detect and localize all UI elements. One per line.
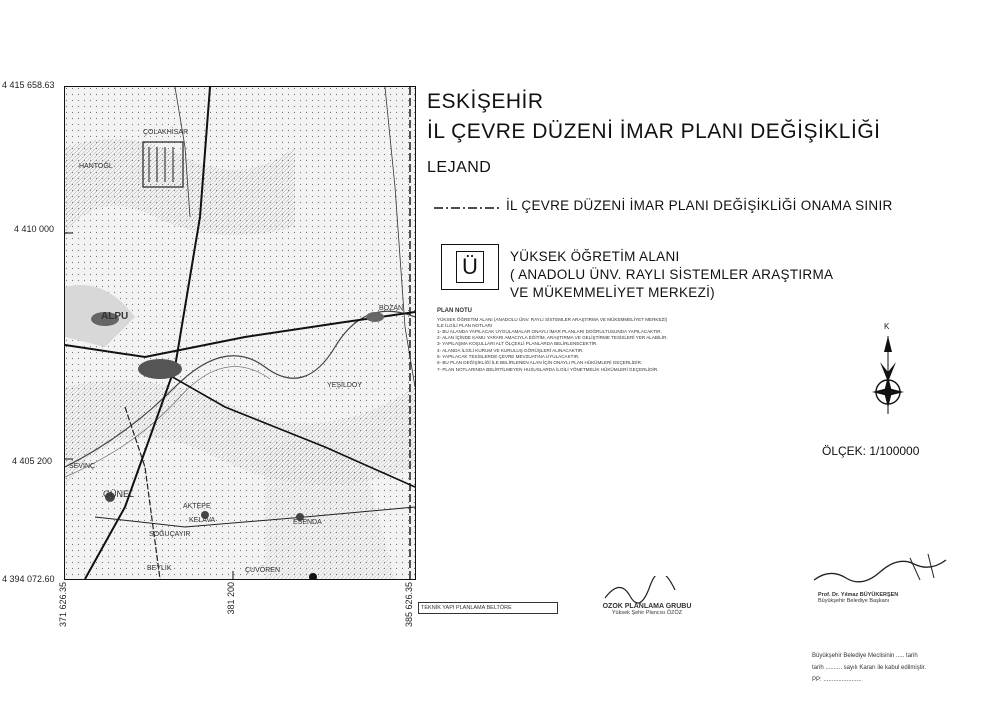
coord-label: 381 200 (226, 582, 236, 615)
area-symbol-letter: Ü (456, 251, 484, 283)
map-label: GÜNEL (103, 489, 135, 499)
map-label: ALPU (101, 311, 129, 322)
compass-north-label: K (884, 322, 890, 331)
plan-notes-heading: PLAN NOTU (437, 308, 472, 314)
scale-label: ÖLÇEK: 1/100000 (822, 444, 920, 458)
approval-line: tarih .......... sayılı Kararı ile kabul edilmiştir. (812, 665, 927, 671)
approval-line: PP: ....................... (812, 677, 862, 683)
title-plan: İL ÇEVRE DÜZENİ İMAR PLANI DEĞİŞİKLİĞİ (427, 120, 881, 143)
map-label: ESENDA (293, 519, 322, 526)
plan-note-paragraph: 3- YAPILAŞMA KOŞULLARI ALT ÖLÇEKLİ PLANLARDA BELİRLENECEKTİR. (437, 341, 598, 347)
map-drawing (65, 87, 415, 579)
title-city: ESKİŞEHİR (427, 90, 544, 113)
map-label: BOZAN (379, 305, 404, 312)
boundary-legend-label: İL ÇEVRE DÜZENİ İMAR PLANI DEĞİŞİKLİĞİ ONAMA SINIR (506, 198, 893, 213)
middle-firm: OZOK PLANLAMA GRUBU (602, 603, 692, 610)
coord-label: 4 410 000 (14, 224, 55, 234)
plan-note-paragraph: 4- ALANDA İLGİLİ KURUM VE KURULUŞ GÖRÜŞLERİ ALINACAKTIR. (437, 347, 584, 353)
map-label: YEŞİLDOY (327, 382, 363, 389)
signature-mark (810, 550, 950, 590)
area-legend-symbol (441, 244, 499, 290)
map-label: BEYLİK (147, 565, 172, 572)
coord-label: 371 626.35 (58, 582, 68, 628)
map-panel[interactable] (64, 86, 416, 580)
plan-note-paragraph: 2- ALAN İÇİNDE KAMU YARARI AMACIYLA EĞİTİM, ARAŞTIRMA VE GELİŞTİRME TESİSLERİ YER ALABİLİR. (437, 335, 668, 341)
coord-label: 385 626.35 (404, 582, 414, 628)
area-legend-line1: YÜKSEK ÖĞRETİM ALANI (510, 249, 680, 264)
boundary-line-symbol (434, 203, 502, 213)
right-name: Prof. Dr. Yılmaz BÜYÜKERŞEN (818, 592, 899, 598)
signature-block-right (818, 592, 988, 605)
plan-notes (437, 309, 673, 373)
plan-note-paragraph: 5- YAPILACAK TESİSLERDE ÇEVRE MEVZUATINA UYULACAKTIR. (437, 354, 580, 360)
signature-block-middle (572, 604, 722, 617)
plan-note-paragraph: 6- BU PLAN DEĞİŞİKLİĞİ İLE BELİRLENEN ALAN İÇİN ONAYLI PLAN HÜKÜMLERİ GEÇERLİDİR. (437, 360, 643, 366)
signature-block-left (418, 602, 558, 614)
map-label: HANTOĞL (79, 163, 113, 170)
map-label: AKTEPE (183, 503, 211, 510)
legend-heading: LEJAND (427, 159, 492, 176)
plan-note-paragraph: YÜKSEK ÖĞRETİM ALANI (ANADOLU ÜNV. RAYLI SİSTEMLER ARAŞTIRMA VE MÜKEMMELİYET MERKEZİ) İLE İLGİLİ PLAN NOTLARI (437, 317, 668, 328)
plan-note-paragraph: 1- BU ALANDA YAPILACAK UYGULAMALAR ONAYLI İMAR PLANLARI DOĞRULTUSUNDA YAPILACAKTIR. (437, 328, 662, 334)
area-legend-line2: ( ANADOLU ÜNV. RAYLI SİSTEMLER ARAŞTIRMA (510, 267, 834, 282)
map-label: SOĞUÇAYIR (149, 531, 191, 538)
coord-label: 4 405 200 (12, 456, 53, 466)
map-label: ÇOLAKHİSAR (143, 129, 189, 136)
map-label: ÇUVÖREN (245, 567, 281, 574)
coord-label: 4 394 072.60 (2, 574, 55, 584)
middle-name: Yüksek Şehir Plancısı ÖZÖZ (611, 610, 683, 617)
area-legend-line3: VE MÜKEMMELİYET MERKEZİ) (510, 285, 715, 300)
map-label: KELAVA (189, 517, 216, 524)
coord-label: 4 415 658.63 (2, 80, 55, 90)
left-firm-stamp: TEKNİK YAPI PLANLAMA BELTÖRE (418, 602, 558, 614)
signature-mark (600, 576, 680, 606)
approval-line: Büyükşehir Belediye Meclisinin ..... tarih (812, 653, 918, 659)
map-label: SEVİNÇ (69, 463, 96, 470)
approval-block (812, 650, 992, 686)
right-title: Büyükşehir Belediye Başkanı (818, 598, 890, 605)
plan-note-paragraph: 7- PLAN NOTLARINDA BELİRTİLMEYEN HUSUSLARDA İLGİLİ YÖNETMELİK HÜKÜMLERİ GEÇERLİDİR. (437, 366, 659, 372)
compass-rose-icon (858, 322, 918, 422)
